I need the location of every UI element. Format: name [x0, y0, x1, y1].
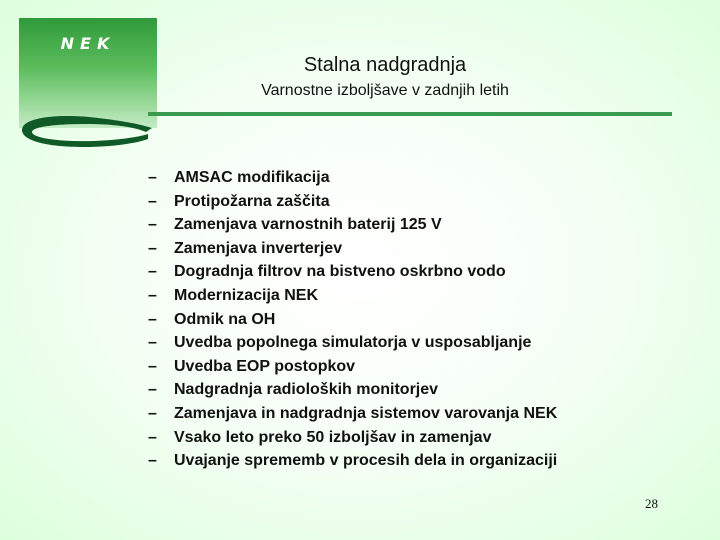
list-item — [148, 355, 557, 379]
list-item-text: Dogradnja filtrov na bistveno oskrbno vodo — [174, 263, 506, 281]
slide-title: Stalna nadgradnja — [303, 54, 467, 76]
bullet-dash-icon: – — [148, 428, 157, 446]
bullet-dash-icon: – — [148, 310, 157, 328]
bullet-dash-icon: – — [148, 357, 157, 375]
bullet-dash-icon: – — [148, 192, 157, 210]
list-item — [148, 308, 557, 332]
bullet-dash-icon: – — [148, 263, 157, 281]
list-item — [148, 449, 557, 473]
list-item — [148, 260, 557, 284]
list-item-text: Odmik na OH — [174, 310, 276, 328]
bullet-dash-icon: – — [148, 334, 157, 352]
list-item-text: Nadgradnja radioloških monitorjev — [174, 381, 439, 399]
list-item-text: AMSAC modifikacija — [174, 169, 330, 186]
title-divider — [148, 112, 672, 116]
list-item-text: Zamenjava in nadgradnja sistemov varovanja NEK — [174, 404, 558, 422]
list-item-text: Zamenjava inverterjev — [174, 239, 343, 257]
bullet-dash-icon: – — [148, 216, 157, 234]
page-number: 28 — [645, 496, 658, 511]
list-item — [148, 190, 557, 214]
list-item — [148, 284, 557, 308]
bullet-dash-icon: – — [148, 404, 157, 422]
bullet-list — [148, 166, 557, 473]
bullet-dash-icon: – — [148, 381, 157, 399]
list-item — [148, 213, 557, 237]
list-item — [148, 402, 557, 426]
list-item — [148, 237, 557, 261]
bullet-dash-icon: – — [148, 239, 157, 257]
logo-text: NEK — [60, 34, 116, 53]
list-item — [148, 166, 557, 190]
logo-swoosh-icon — [14, 112, 159, 148]
list-item-text: Uvedba popolnega simulatorja v usposabljanje — [174, 334, 532, 352]
list-item-text: Uvajanje sprememb v procesih dela in organizaciji — [174, 452, 558, 470]
list-item — [148, 378, 557, 402]
list-item — [148, 426, 557, 450]
list-item-text: Vsako leto preko 50 izboljšav in zamenjav — [174, 428, 492, 446]
slide-subtitle: Varnostne izboljšave v zadnjih letih — [261, 82, 509, 99]
list-item-text: Zamenjava varnostnih baterij 125 V — [174, 216, 442, 234]
list-item-text: Modernizacija NEK — [174, 286, 319, 304]
list-item — [148, 331, 557, 355]
bullet-dash-icon: – — [148, 452, 157, 470]
bullet-dash-icon: – — [148, 286, 157, 304]
bullet-dash-icon: – — [148, 169, 157, 186]
list-item-text: Protipožarna zaščita — [174, 192, 330, 210]
list-item-text: Uvedba EOP postopkov — [174, 357, 356, 375]
